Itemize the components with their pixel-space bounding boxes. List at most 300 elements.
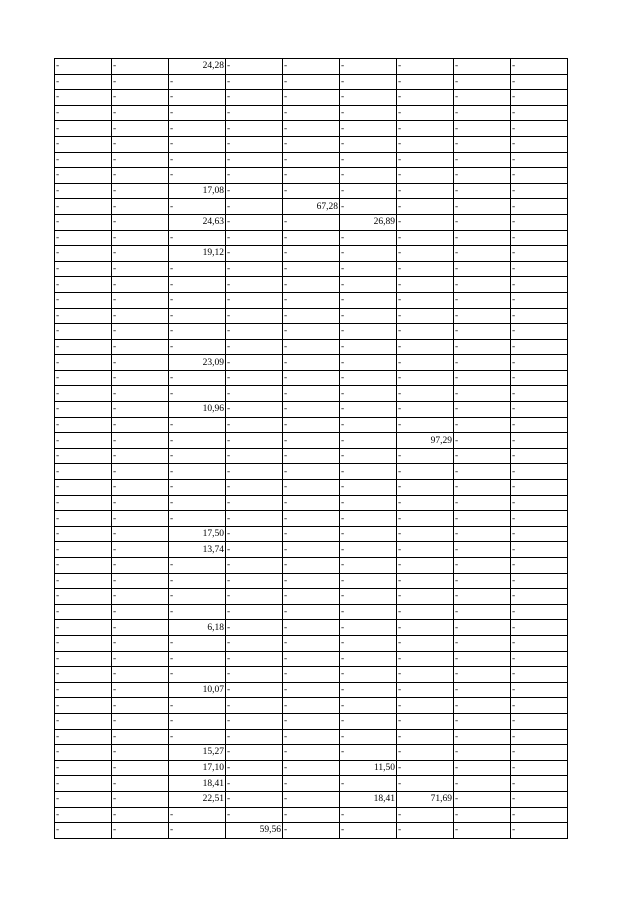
table-cell: - <box>226 402 283 418</box>
table-cell: - <box>511 823 568 839</box>
table-cell: - <box>340 651 397 667</box>
table-cell: - <box>169 651 226 667</box>
table-cell: - <box>340 246 397 262</box>
table-cell: - <box>511 324 568 340</box>
table-cell: - <box>226 74 283 90</box>
table-cell: - <box>340 59 397 75</box>
table-cell: - <box>397 74 454 90</box>
table-cell: - <box>283 635 340 651</box>
table-cell: - <box>511 464 568 480</box>
table-cell: - <box>454 526 511 542</box>
table-row <box>55 542 568 558</box>
table-cell: - <box>454 573 511 589</box>
table-cell: - <box>283 168 340 184</box>
table-cell: - <box>340 635 397 651</box>
table-cell: - <box>511 152 568 168</box>
table-cell: - <box>226 480 283 496</box>
table-cell: 67,28 <box>283 199 340 215</box>
table-cell: - <box>226 651 283 667</box>
table-cell: - <box>397 511 454 527</box>
table-cell: - <box>55 136 112 152</box>
table-cell: - <box>454 370 511 386</box>
table-cell: - <box>169 370 226 386</box>
table-cell: - <box>397 386 454 402</box>
table-cell: - <box>397 121 454 137</box>
table-cell: - <box>454 74 511 90</box>
table-cell: - <box>511 121 568 137</box>
table-cell: - <box>112 448 169 464</box>
table-row <box>55 246 568 262</box>
table-cell: - <box>454 90 511 106</box>
table-cell: - <box>283 417 340 433</box>
table-cell: - <box>397 355 454 371</box>
table-cell: - <box>340 183 397 199</box>
table-cell: - <box>340 152 397 168</box>
table-cell: - <box>226 448 283 464</box>
table-cell: - <box>340 480 397 496</box>
table-cell: - <box>283 386 340 402</box>
table-row <box>55 511 568 527</box>
table-cell: - <box>169 339 226 355</box>
table-cell: - <box>55 698 112 714</box>
table-cell: - <box>454 589 511 605</box>
table-row <box>55 370 568 386</box>
table-cell: - <box>169 807 226 823</box>
table-cell: - <box>454 214 511 230</box>
table-cell: - <box>283 105 340 121</box>
table-cell: - <box>397 324 454 340</box>
table-cell: - <box>55 604 112 620</box>
table-cell: - <box>112 682 169 698</box>
table-cell: - <box>340 292 397 308</box>
table-cell: - <box>226 386 283 402</box>
table-cell: - <box>226 90 283 106</box>
table-cell: - <box>112 417 169 433</box>
table-cell: - <box>454 292 511 308</box>
table-cell: - <box>169 74 226 90</box>
table-cell: - <box>112 105 169 121</box>
table-row <box>55 667 568 683</box>
table-cell: - <box>55 511 112 527</box>
table-cell: - <box>283 136 340 152</box>
table-cell: - <box>340 464 397 480</box>
table-cell: - <box>112 573 169 589</box>
table-cell: - <box>454 807 511 823</box>
table-cell: - <box>454 480 511 496</box>
table-cell: - <box>283 823 340 839</box>
table-cell: - <box>511 417 568 433</box>
table-cell: - <box>112 308 169 324</box>
table-cell: - <box>340 417 397 433</box>
table-cell: - <box>226 573 283 589</box>
table-row <box>55 230 568 246</box>
table-cell: - <box>340 542 397 558</box>
table-cell: - <box>112 230 169 246</box>
table-cell: - <box>511 791 568 807</box>
table-cell: - <box>226 433 283 449</box>
table-cell: - <box>511 136 568 152</box>
table-cell: - <box>112 152 169 168</box>
table-cell: - <box>397 214 454 230</box>
table-cell: - <box>397 667 454 683</box>
table-cell: - <box>283 745 340 761</box>
table-cell: - <box>169 573 226 589</box>
table-cell: - <box>340 573 397 589</box>
table-row <box>55 292 568 308</box>
table-row <box>55 152 568 168</box>
table-cell: - <box>112 59 169 75</box>
table-cell: - <box>397 199 454 215</box>
table-cell: - <box>55 448 112 464</box>
table-cell: - <box>340 121 397 137</box>
table-cell: - <box>112 464 169 480</box>
table-cell: - <box>397 776 454 792</box>
table-cell: 10,07 <box>169 682 226 698</box>
table-cell: 24,63 <box>169 214 226 230</box>
table-cell: - <box>511 168 568 184</box>
table-row <box>55 136 568 152</box>
table-cell: - <box>112 433 169 449</box>
table-cell: - <box>283 651 340 667</box>
table-cell: - <box>340 261 397 277</box>
table-cell: 18,41 <box>340 791 397 807</box>
table-row <box>55 417 568 433</box>
table-cell: - <box>283 448 340 464</box>
table-cell: - <box>112 511 169 527</box>
table-cell: - <box>340 355 397 371</box>
table-row <box>55 729 568 745</box>
table-row <box>55 604 568 620</box>
table-cell: - <box>454 152 511 168</box>
table-cell: - <box>112 370 169 386</box>
table-cell: - <box>454 464 511 480</box>
table-cell: - <box>340 776 397 792</box>
table-cell: - <box>112 745 169 761</box>
table-cell: - <box>283 59 340 75</box>
table-row <box>55 355 568 371</box>
table-cell: - <box>169 558 226 574</box>
table-row <box>55 324 568 340</box>
table-cell: - <box>511 682 568 698</box>
table-cell: - <box>226 370 283 386</box>
table-cell: - <box>112 542 169 558</box>
table-cell: - <box>112 90 169 106</box>
table-cell: - <box>511 480 568 496</box>
table-cell: - <box>226 604 283 620</box>
table-row <box>55 90 568 106</box>
table-cell: - <box>340 402 397 418</box>
table-cell: - <box>169 105 226 121</box>
table-cell: - <box>283 402 340 418</box>
table-cell: - <box>169 464 226 480</box>
table-cell: - <box>226 277 283 293</box>
table-cell: - <box>511 604 568 620</box>
table-row <box>55 168 568 184</box>
table-cell: - <box>112 620 169 636</box>
table-cell: - <box>226 682 283 698</box>
table-row <box>55 776 568 792</box>
table-cell: - <box>397 168 454 184</box>
table-cell: - <box>112 558 169 574</box>
table-cell: 97,29 <box>397 433 454 449</box>
table-cell: - <box>511 308 568 324</box>
table-cell: - <box>454 760 511 776</box>
table-cell: - <box>226 713 283 729</box>
table-cell: - <box>226 464 283 480</box>
table-cell: - <box>283 214 340 230</box>
table-cell: - <box>55 230 112 246</box>
table-cell: - <box>55 59 112 75</box>
table-cell: - <box>283 573 340 589</box>
table-cell: - <box>55 760 112 776</box>
table-cell: - <box>454 776 511 792</box>
table-cell: - <box>112 495 169 511</box>
table-cell: - <box>226 776 283 792</box>
table-cell: - <box>397 277 454 293</box>
table-cell: - <box>226 136 283 152</box>
table-cell: - <box>55 807 112 823</box>
table-cell: - <box>340 698 397 714</box>
table-cell: - <box>340 136 397 152</box>
table-cell: - <box>226 214 283 230</box>
table-cell: - <box>226 558 283 574</box>
table-row <box>55 698 568 714</box>
table-cell: - <box>112 292 169 308</box>
table-cell: - <box>340 74 397 90</box>
table-cell: - <box>112 589 169 605</box>
table-cell: - <box>511 558 568 574</box>
table-row <box>55 386 568 402</box>
table-cell: - <box>55 183 112 199</box>
table-cell: - <box>226 745 283 761</box>
table-cell: - <box>169 292 226 308</box>
table-cell: - <box>454 604 511 620</box>
table-cell: 6,18 <box>169 620 226 636</box>
table-cell: - <box>283 698 340 714</box>
table-cell: - <box>112 651 169 667</box>
table-cell: - <box>226 308 283 324</box>
table-cell: - <box>55 339 112 355</box>
table-cell: - <box>112 776 169 792</box>
table-cell: 24,28 <box>169 59 226 75</box>
table-cell: - <box>112 480 169 496</box>
table-cell: - <box>112 604 169 620</box>
table-cell: - <box>169 277 226 293</box>
table-cell: - <box>55 480 112 496</box>
table-cell: - <box>454 277 511 293</box>
table-cell: - <box>226 183 283 199</box>
table-row <box>55 121 568 137</box>
table-row <box>55 433 568 449</box>
table-cell: - <box>283 682 340 698</box>
table-cell: - <box>397 105 454 121</box>
table-row <box>55 635 568 651</box>
table-cell: - <box>397 292 454 308</box>
table-cell: - <box>55 402 112 418</box>
table-cell: - <box>283 292 340 308</box>
table-cell: - <box>511 760 568 776</box>
table-cell: - <box>511 230 568 246</box>
table-cell: - <box>454 183 511 199</box>
table-row <box>55 620 568 636</box>
table-cell: - <box>226 635 283 651</box>
table-cell: - <box>55 433 112 449</box>
table-cell: - <box>340 620 397 636</box>
table-cell: - <box>454 698 511 714</box>
table-cell: - <box>169 729 226 745</box>
table-cell: - <box>340 558 397 574</box>
table-cell: - <box>55 199 112 215</box>
table-cell: - <box>340 339 397 355</box>
table-cell: - <box>112 667 169 683</box>
table-cell: - <box>169 90 226 106</box>
table-cell: - <box>226 791 283 807</box>
table-cell: - <box>454 713 511 729</box>
table-cell: - <box>511 667 568 683</box>
table-cell: - <box>340 277 397 293</box>
table-cell: - <box>55 370 112 386</box>
table-cell: 19,12 <box>169 246 226 262</box>
table-cell: - <box>454 105 511 121</box>
table-cell: - <box>55 464 112 480</box>
table-cell: - <box>397 261 454 277</box>
table-cell: - <box>454 682 511 698</box>
table-cell: - <box>169 589 226 605</box>
table-cell: - <box>112 729 169 745</box>
table-cell: - <box>226 105 283 121</box>
table-cell: - <box>340 682 397 698</box>
table-cell: - <box>226 230 283 246</box>
table-row <box>55 791 568 807</box>
table-cell: - <box>397 246 454 262</box>
table-cell: - <box>226 495 283 511</box>
table-cell: 71,69 <box>397 791 454 807</box>
table-cell: - <box>169 480 226 496</box>
table-cell: - <box>454 667 511 683</box>
table-cell: - <box>226 667 283 683</box>
table-cell: - <box>226 121 283 137</box>
table-cell: - <box>340 745 397 761</box>
table-cell: - <box>226 698 283 714</box>
table-cell: - <box>397 526 454 542</box>
table-cell: - <box>112 355 169 371</box>
table-cell: - <box>454 745 511 761</box>
table-cell: - <box>511 183 568 199</box>
table-cell: - <box>169 308 226 324</box>
table-cell: - <box>169 635 226 651</box>
table-cell: - <box>283 370 340 386</box>
table-cell: - <box>55 729 112 745</box>
table-cell: - <box>283 74 340 90</box>
table-cell: - <box>112 823 169 839</box>
table-cell: - <box>511 573 568 589</box>
table-cell: - <box>226 152 283 168</box>
table-cell: - <box>511 402 568 418</box>
table-cell: - <box>55 667 112 683</box>
table-cell: - <box>283 261 340 277</box>
table-cell: - <box>340 105 397 121</box>
table-cell: - <box>112 199 169 215</box>
table-cell: - <box>454 386 511 402</box>
table-cell: - <box>454 448 511 464</box>
table-cell: 17,10 <box>169 760 226 776</box>
table-cell: - <box>454 121 511 137</box>
table-row <box>55 682 568 698</box>
table-cell: - <box>55 682 112 698</box>
table-cell: - <box>397 807 454 823</box>
table-cell: 23,09 <box>169 355 226 371</box>
table-cell: - <box>283 760 340 776</box>
table-cell: - <box>454 417 511 433</box>
table-cell: - <box>397 745 454 761</box>
table-cell: - <box>283 713 340 729</box>
table-cell: - <box>283 355 340 371</box>
table-cell: - <box>112 386 169 402</box>
table-cell: - <box>454 230 511 246</box>
table-cell: - <box>169 495 226 511</box>
table-cell: - <box>340 823 397 839</box>
table-row <box>55 495 568 511</box>
table-cell: - <box>454 402 511 418</box>
table-cell: - <box>226 168 283 184</box>
table-cell: - <box>226 246 283 262</box>
table-cell: - <box>283 791 340 807</box>
table-cell: - <box>511 74 568 90</box>
table-cell: - <box>511 651 568 667</box>
table-cell: - <box>397 448 454 464</box>
table-cell: - <box>454 261 511 277</box>
table-cell: - <box>283 121 340 137</box>
table-cell: - <box>397 651 454 667</box>
table-cell: - <box>454 620 511 636</box>
table-cell: - <box>112 214 169 230</box>
table-cell: - <box>397 136 454 152</box>
table-cell: 10,96 <box>169 402 226 418</box>
table-cell: - <box>283 464 340 480</box>
table-cell: - <box>511 729 568 745</box>
table-cell: - <box>397 558 454 574</box>
table-cell: - <box>397 682 454 698</box>
table-cell: - <box>55 417 112 433</box>
table-cell: - <box>283 729 340 745</box>
table-cell: 13,74 <box>169 542 226 558</box>
table-cell: 59,56 <box>226 823 283 839</box>
table-cell: - <box>283 230 340 246</box>
table-cell: - <box>397 760 454 776</box>
table-cell: - <box>511 214 568 230</box>
table-cell: - <box>511 105 568 121</box>
table-cell: - <box>397 573 454 589</box>
table-cell: - <box>397 495 454 511</box>
table-cell: - <box>454 511 511 527</box>
table-cell: - <box>397 339 454 355</box>
table-cell: - <box>169 417 226 433</box>
table-cell: - <box>55 651 112 667</box>
table-cell: - <box>454 823 511 839</box>
table-cell: - <box>511 433 568 449</box>
table-cell: - <box>169 324 226 340</box>
table-cell: - <box>283 152 340 168</box>
table-cell: - <box>397 635 454 651</box>
table-cell: - <box>112 261 169 277</box>
table-cell: - <box>511 246 568 262</box>
table-cell: - <box>55 355 112 371</box>
table-cell: - <box>454 355 511 371</box>
table-cell: - <box>55 74 112 90</box>
table-cell: - <box>283 558 340 574</box>
table-row <box>55 402 568 418</box>
table-cell: - <box>112 121 169 137</box>
